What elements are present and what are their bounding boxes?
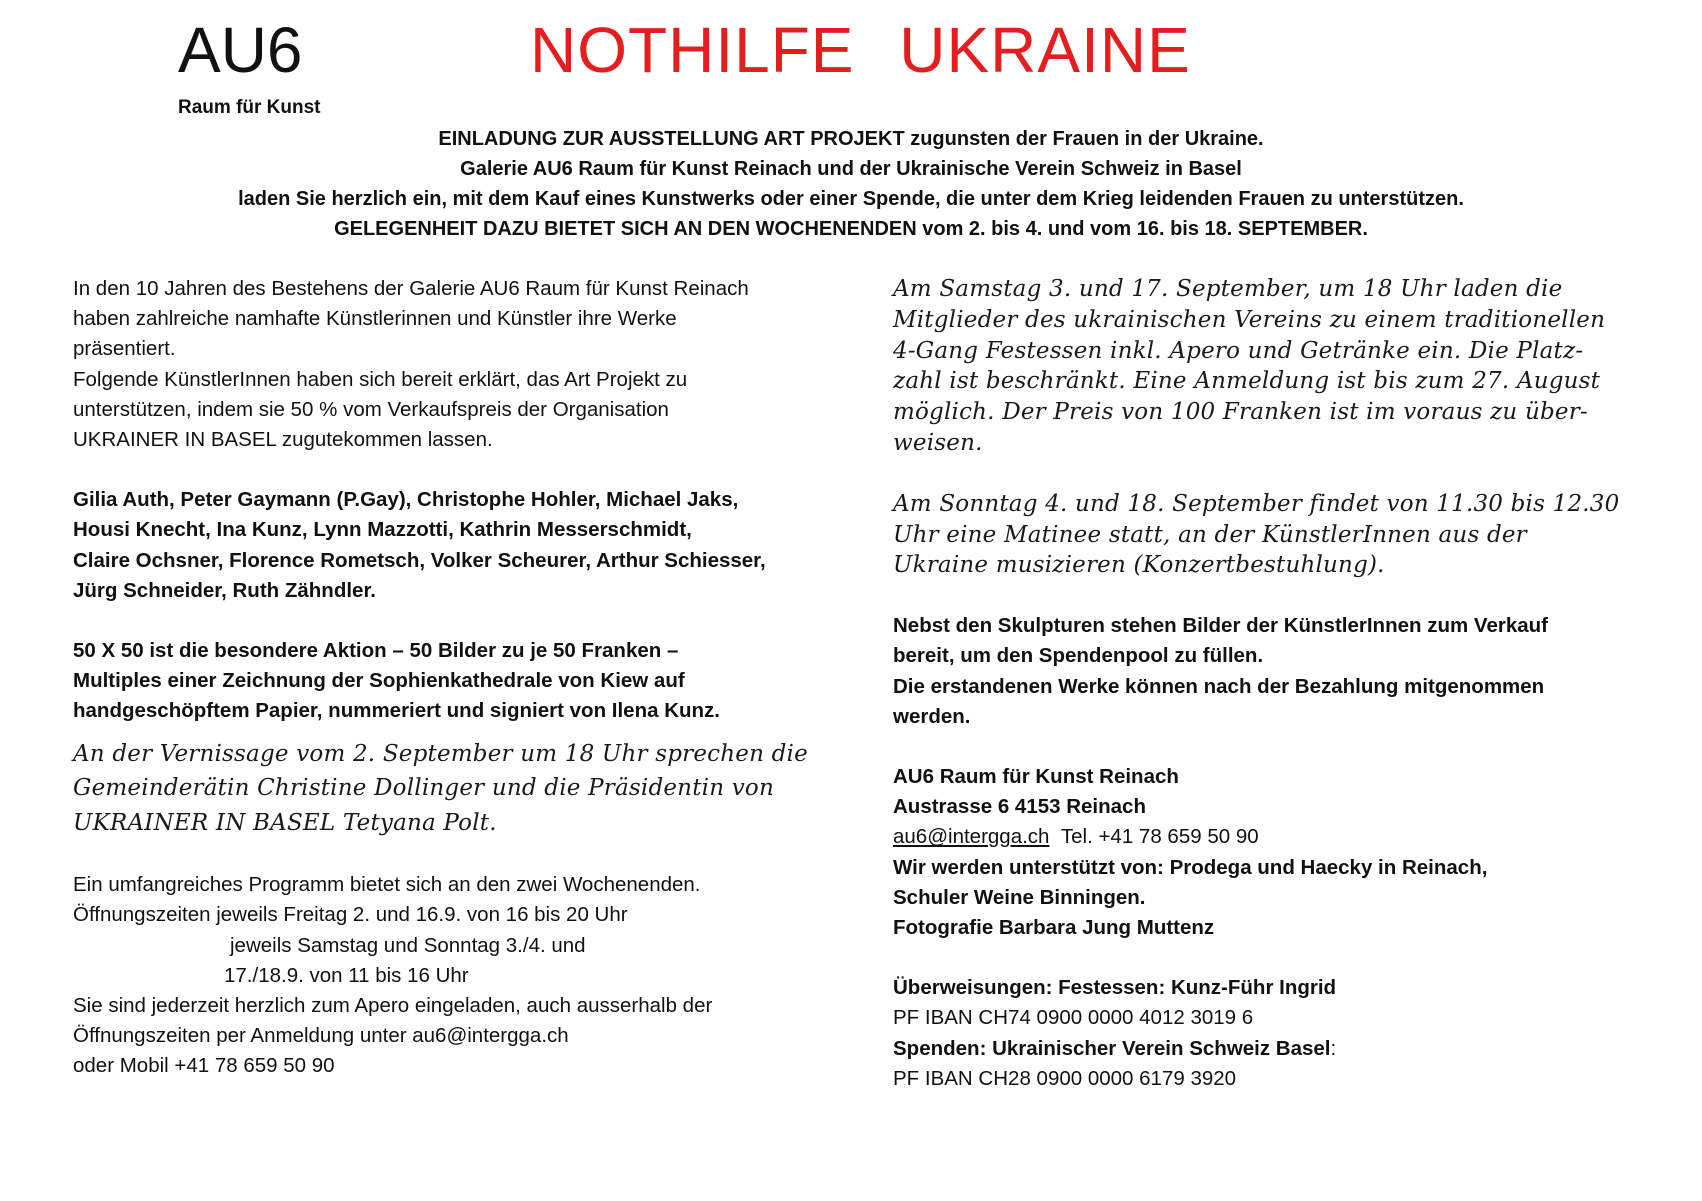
artist-list (73, 485, 873, 606)
donation-label: Spenden: Ukrainischer Verein Schweiz Basel (893, 1036, 1331, 1060)
text-line: Uhr eine Matinee statt, an der KünstlerInnen aus der (893, 521, 1527, 548)
text-line: werden. (893, 704, 971, 728)
contact-phone: Tel. +41 78 659 50 90 (1060, 825, 1259, 849)
text-line: In den 10 Jahren des Bestehens der Galerie AU6 Raum für Kunst Reinach (73, 277, 749, 300)
text-line: Fotografie Barbara Jung Muttenz (893, 916, 1215, 939)
text-line: Gilia Auth, Peter Gaymann (P.Gay), Christophe Hohler, Michael Jaks, (73, 488, 739, 512)
text-line: präsentiert. (73, 337, 176, 361)
text-line: jeweils Samstag und Sonntag 3./4. und (230, 933, 586, 957)
text-line: Öffnungszeiten per Anmeldung unter au6@intergga.ch (73, 1024, 569, 1048)
program-info (73, 870, 873, 1081)
matinee-note (893, 489, 1683, 581)
text-line: oder Mobil +41 78 659 50 90 (73, 1054, 335, 1078)
text-line: haben zahlreiche namhafte Künstlerinnen und Künstler ihre Werke (73, 307, 677, 331)
text-line: 17./18.9. von 11 bis 16 Uhr (224, 963, 469, 987)
text-line: Sie sind jederzeit herzlich zum Apero eingeladen, auch ausserhalb der (73, 993, 713, 1017)
contact-address: Austrasse 6 4153 Reinach (893, 795, 1146, 819)
page-headline: NOTHILFE UKRAINE (530, 14, 1191, 86)
text-line: Nebst den Skulpturen stehen Bilder der KünstlerInnen zum Verkauf (893, 614, 1548, 638)
text-line: Ukraine musizieren (Konzertbestuhlung). (893, 552, 1385, 579)
contact-block (893, 762, 1683, 943)
text-line: Mitglieder des ukrainischen Vereins zu einem traditionellen (893, 306, 1606, 333)
intro-line: EINLADUNG ZUR AUSSTELLUNG ART PROJEKT zugunsten der Frauen in der Ukraine. (438, 128, 1264, 150)
text-line: Multiples einer Zeichnung der Sophienkathedrale von Kiew auf (73, 669, 685, 693)
intro-line: GELEGENHEIT DAZU BIETET SICH AN DEN WOCHENENDEN vom 2. bis 4. und vom 16. bis 18. SEPTEMBER. (334, 218, 1368, 240)
text-line: Wir werden unterstützt von: Prodega und Haecky in Reinach, (893, 855, 1488, 879)
special-action (73, 636, 873, 727)
text-line: bereit, um den Spendenpool zu füllen. (893, 644, 1264, 668)
contact-line (893, 822, 1683, 852)
left-column (73, 274, 873, 1082)
text-line: unterstützen, indem sie 50 % vom Verkaufspreis der Organisation (73, 397, 669, 421)
right-column (893, 274, 1683, 1094)
intro-line: laden Sie herzlich ein, mit dem Kauf eines Kunstwerks oder einer Spende, die unter dem Krieg leidenden Frauen zu unterstützen. (238, 188, 1464, 210)
text-line: UKRAINER IN BASEL Tetyana Polt. (73, 809, 497, 836)
email-link[interactable]: au6@intergga.ch (893, 825, 1050, 849)
invitation-intro (0, 124, 1702, 244)
brand-logo: AU6 (178, 14, 303, 86)
text-line: Claire Ochsner, Florence Rometsch, Volker Scheurer, Arthur Schiesser, (73, 548, 766, 572)
text-line: 4-Gang Festessen inkl. Apero und Getränke ein. Die Platz- (893, 337, 1584, 364)
text-line: möglich. Der Preis von 100 Franken ist im voraus zu über- (893, 399, 1588, 426)
text-line: weisen. (893, 429, 983, 456)
dinner-payment-label: Überweisungen: Festessen: Kunz-Führ Ingrid (893, 976, 1337, 1000)
payment-block (893, 973, 1683, 1094)
text-line: Schuler Weine Binningen. (893, 885, 1146, 909)
text-line: 50 X 50 ist die besondere Aktion – 50 Bilder zu je 50 Franken – (73, 639, 679, 663)
text-line: An der Vernissage vom 2. September um 18 Uhr sprechen die (73, 740, 808, 767)
text-line: Folgende KünstlerInnen haben sich bereit erklärt, das Art Projekt zu (73, 367, 688, 391)
text-line: zahl ist beschränkt. Eine Anmeldung ist bis zum 27. August (893, 368, 1601, 395)
vernissage-note (73, 737, 873, 841)
text-line: Gemeinderätin Christine Dollinger und die Präsidentin von (73, 775, 774, 802)
text-line: Die erstandenen Werke können nach der Bezahlung mitgenommen (893, 674, 1545, 698)
donation-iban: PF IBAN CH28 0900 0000 6179 3920 (893, 1066, 1237, 1090)
text-line: UKRAINER IN BASEL zugutekommen lassen. (73, 428, 493, 452)
text-line: Öffnungszeiten jeweils Freitag 2. und 16.9. von 16 bis 20 Uhr (73, 903, 628, 927)
dinner-note (893, 274, 1683, 459)
dinner-iban: PF IBAN CH74 0900 0000 4012 3019 6 (893, 1006, 1254, 1030)
donation-colon: : (1330, 1036, 1337, 1060)
text-line: Am Sonntag 4. und 18. September findet von 11.30 bis 12.30 (893, 490, 1620, 517)
gallery-paragraph (73, 274, 873, 455)
contact-name: AU6 Raum für Kunst Reinach (893, 764, 1179, 788)
text-line: Ein umfangreiches Programm bietet sich an den zwei Wochenenden. (73, 873, 701, 897)
text-line: handgeschöpftem Papier, nummeriert und signiert von Ilena Kunz. (73, 699, 720, 723)
donation-line (893, 1034, 1683, 1064)
brand-subtitle: Raum für Kunst (178, 97, 321, 118)
text-line: Am Samstag 3. und 17. September, um 18 Uhr laden die (893, 276, 1563, 302)
text-line: Jürg Schneider, Ruth Zähndler. (73, 578, 376, 602)
sales-info (893, 611, 1683, 732)
intro-line: Galerie AU6 Raum für Kunst Reinach und der Ukrainische Verein Schweiz in Basel (460, 158, 1242, 180)
text-line: Housi Knecht, Ina Kunz, Lynn Mazzotti, Kathrin Messerschmidt, (73, 518, 692, 542)
